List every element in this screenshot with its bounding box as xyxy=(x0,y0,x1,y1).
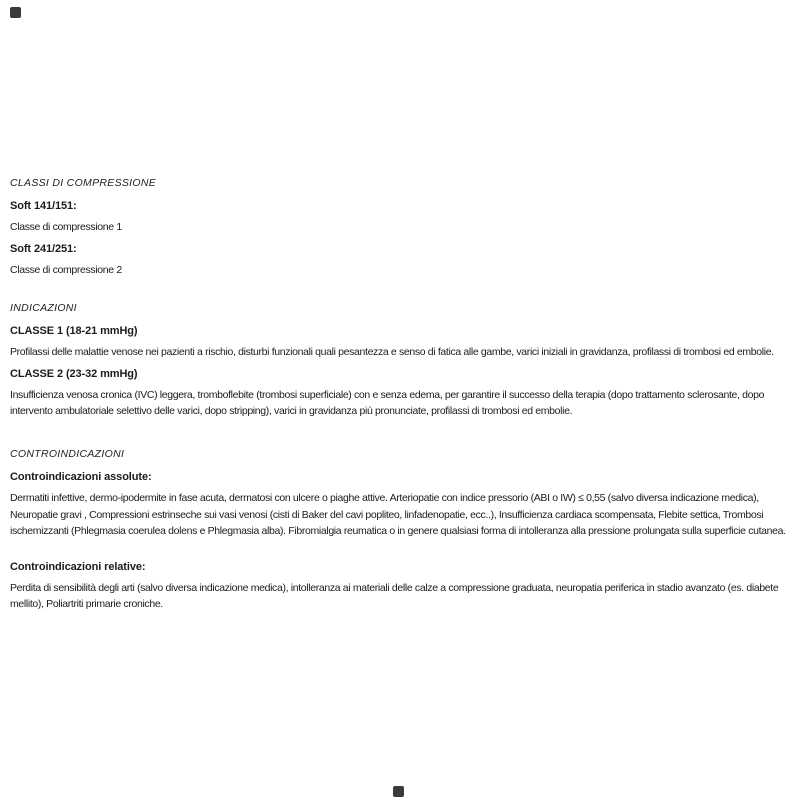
section-heading: INDICAZIONI xyxy=(10,302,77,314)
compression-class-text: Classe di compressione 1 xyxy=(10,221,122,233)
class-1-indications-text: Profilassi delle malattie venose nei pazienti a rischio, disturbi funzionali quali pesantezza e senso di fatica alle gambe, varici iniziali in gravidanza, profilassi di trombosi ed embolie. xyxy=(10,346,774,358)
absolute-contraindications-label: Controindicazioni assolute: xyxy=(10,471,152,483)
class-2-label: CLASSE 2 (23-32 mmHg) xyxy=(10,367,138,380)
class-2-indications-text: Insufficienza venosa cronica (IVC) leggera, tromboflebite (trombosi superficiale) con e senza edema, per garantire il successo della terapia (dopo trattamento sclerosante, dopo intervento ambulatoriale selettivo delle varici, dopo stripping), varici in gravidanza più pronunciate, profilassi di trombosi ed embolie. xyxy=(10,388,765,417)
absolute-contraindications-text: Dermatiti infettive, dermo-ipodermite in fase acuta, dermatosi con ulcere o piaghe attive. Arteriopatie con indice pressorio (ABI o IW) ≤ 0,55 (salvo diversa indicazione medica), Neuropatie gravi , Compressioni estrinseche sui vasi venosi (cisti di Baker del cavi popliteo, linfadenopatie, ecc..), Insufficienza cardiaca scompensata, Flebite settica, Trombosi ischemizzanti (Phlegmasia coerulea dolens e Phlegmasia alba). Fibromialgia reumatica o in genere qualsiasi forma di intolleranza alla pressione prolungata sulla superficie cutanea. xyxy=(10,492,786,537)
section-heading: CLASSI DI COMPRESSIONE xyxy=(10,177,157,189)
product-variant-label: Soft 141/151: xyxy=(10,200,77,212)
section-classi-di-compressione xyxy=(10,176,790,283)
page-marker-top-icon xyxy=(10,7,21,18)
section-heading: CONTROINDICAZIONI xyxy=(10,448,125,460)
class-1-label: CLASSE 1 (18-21 mmHg) xyxy=(10,325,138,337)
relative-contraindications-label: Controindicazioni relative: xyxy=(10,560,146,573)
page-marker-bottom-icon xyxy=(393,786,404,797)
section-controindicazioni xyxy=(10,447,790,618)
product-variant-label: Soft 241/251: xyxy=(10,242,77,255)
section-indicazioni xyxy=(10,301,790,425)
relative-contraindications-text: Perdita di sensibilità degli arti (salvo diversa indicazione medica), intolleranza ai materiali delle calze a compressione graduata, neuropatia periferica in stadio avanzato (es. diabete mellito), Poliartriti primarie croniche. xyxy=(10,581,779,610)
compression-class-text: Classe di compressione 2 xyxy=(10,263,122,276)
